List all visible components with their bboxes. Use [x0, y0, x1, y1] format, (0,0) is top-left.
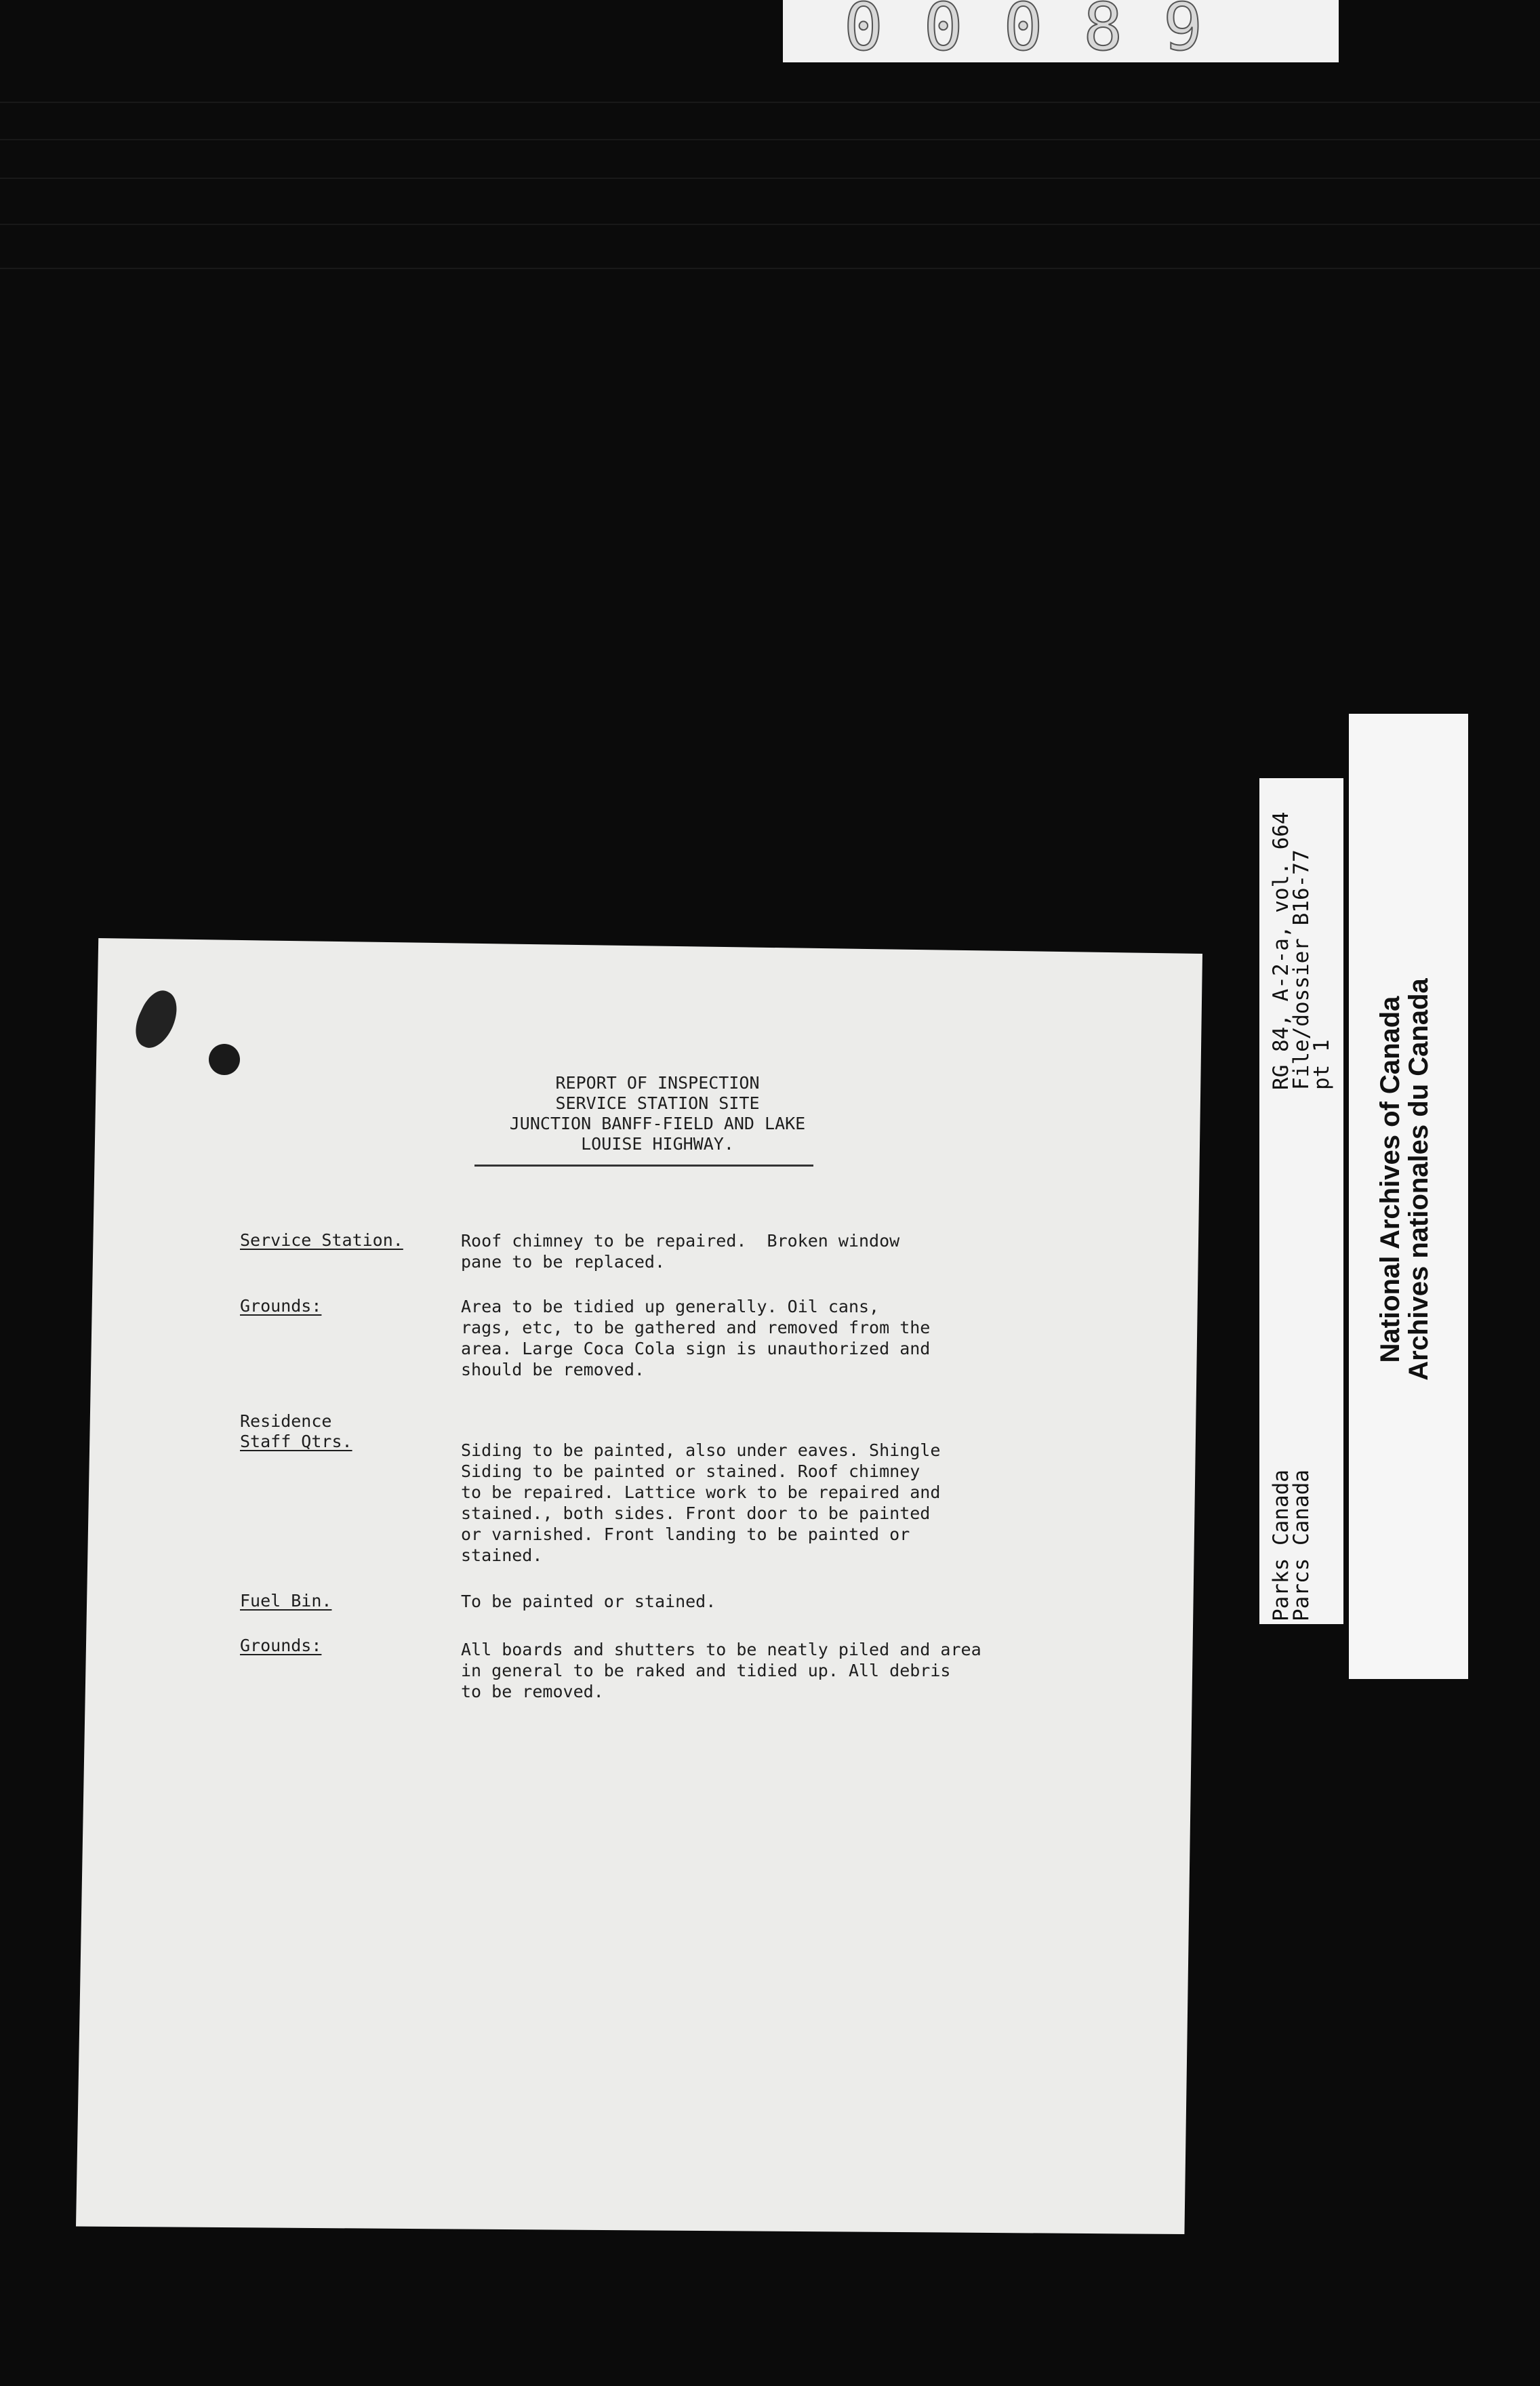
section-text-fuel-bin: To be painted or stained. [461, 1592, 716, 1611]
title-underline [474, 1165, 813, 1167]
title-line: LOUISE HIGHWAY. [581, 1134, 734, 1154]
section-text-staff-quarters: Siding to be painted, also under eaves. Shingle Siding to be painted or stained. Roof chimney to be repaired. Lattice work to be repaired and stained., both sides. Front door to be painted or varnished. Front landing to be painted or stained. [461, 1440, 941, 1565]
agency-line: Parks Canada [1269, 1470, 1293, 1621]
section-text-grounds-2: All boards and shutters to be neatly piled and area in general to be raked and tidied up. All debris to be removed. [461, 1640, 981, 1701]
film-streak [0, 178, 1540, 179]
reference-line: RG 84, A-2-a, vol. 664 [1269, 811, 1293, 1090]
section-label-staff-quarters: Staff Qtrs. [240, 1432, 352, 1451]
title-line: REPORT OF INSPECTION [555, 1073, 760, 1093]
archives-name-french: Archives nationales du Canada [1404, 978, 1434, 1381]
reference-line: File/dossier B16-77 [1289, 849, 1314, 1090]
section-text-service-station: Roof chimney to be repaired. Broken window pane to be replaced. [461, 1231, 900, 1272]
section-label-grounds-2: Grounds: [240, 1636, 322, 1655]
film-streak [0, 268, 1540, 269]
film-streak [0, 102, 1540, 103]
title-line: JUNCTION BANFF-FIELD AND LAKE [509, 1114, 806, 1133]
reference-card-agency [1271, 1350, 1339, 1621]
section-label-service-station: Service Station. [240, 1230, 403, 1250]
archives-card-text [1376, 942, 1457, 1417]
reference-line: pt 1 [1310, 1039, 1334, 1090]
ink-smudge [209, 1044, 240, 1075]
agency-line: Parcs Canada [1289, 1470, 1314, 1621]
archives-name-english: National Archives of Canada [1375, 996, 1405, 1363]
title-line: SERVICE STATION SITE [555, 1093, 760, 1113]
report-title [420, 1073, 895, 1154]
reference-card-archive-reference [1271, 344, 1339, 1090]
section-label-fuel-bin: Fuel Bin. [240, 1591, 332, 1611]
section-label-residence: Residence [240, 1411, 332, 1431]
film-streak [0, 139, 1540, 140]
section-text-grounds: Area to be tidied up generally. Oil cans, rags, etc, to be gathered and removed from the area. Large Coca Cola sign is unauthorized and should be removed. [461, 1297, 931, 1379]
frame-number: 00089 [844, 0, 1243, 62]
section-label-grounds: Grounds: [240, 1296, 322, 1316]
film-streak [0, 224, 1540, 225]
